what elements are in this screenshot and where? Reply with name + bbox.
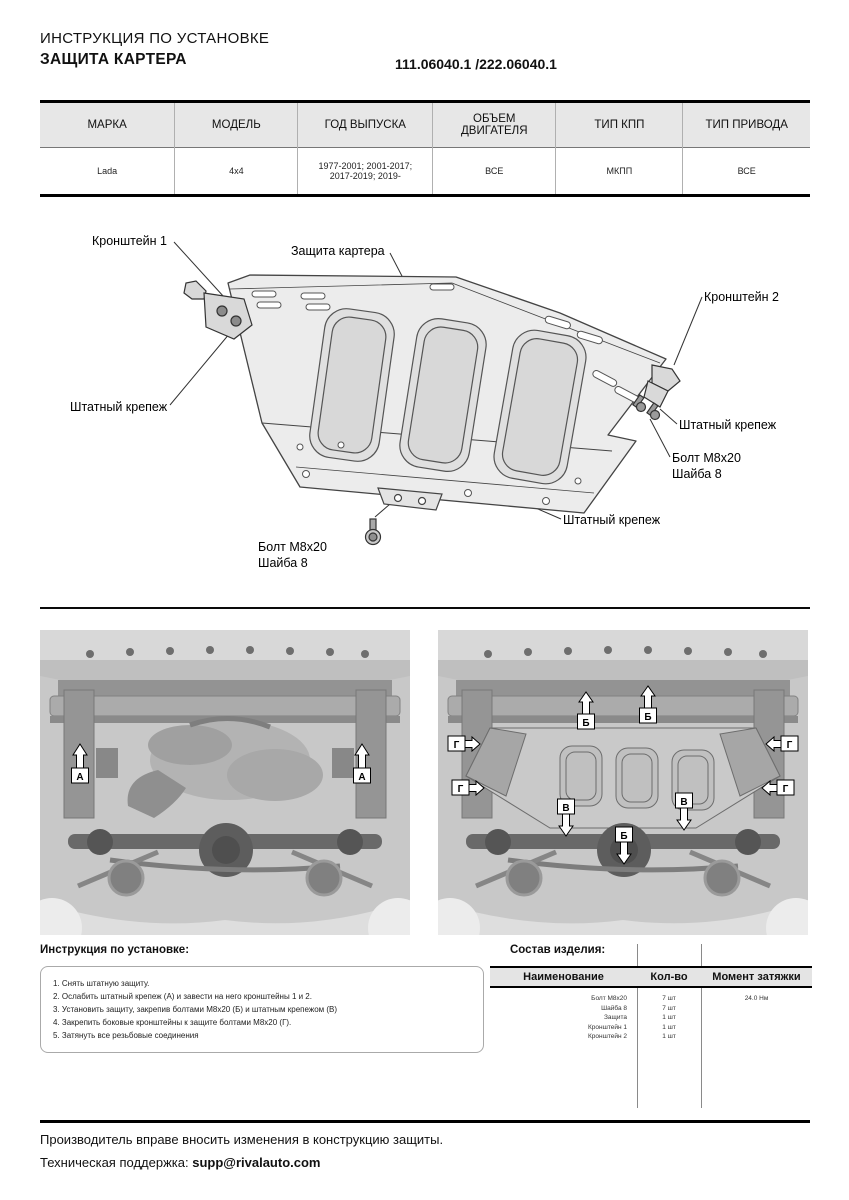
marker-letter-b: Б [620, 831, 628, 842]
parts-header-qty: Кол-во [650, 971, 688, 983]
document-title-line2: ЗАЩИТА КАРТЕРА [40, 51, 187, 68]
marker-letter-b: Б [582, 718, 590, 729]
install-step-1: 1. Снять штатную защиту. [53, 979, 150, 988]
marker-letter-v: В [680, 797, 688, 808]
marker-letter-g: Г [457, 784, 464, 795]
label-washer: Шайба 8 [672, 467, 722, 481]
spec-header-brand: МАРКА [40, 102, 175, 148]
marker-letter-b: Б [644, 712, 652, 723]
crossmember [448, 696, 798, 716]
part-qty: 7 шт [662, 995, 676, 1003]
parts-row [490, 1032, 812, 1042]
spec-header-engine: ОБЪЕМ ДВИГАТЕЛЯ [433, 102, 556, 148]
part-name: Кронштейн 1 [588, 1023, 627, 1031]
exploded-diagram [0, 195, 849, 615]
marker-letter-a: А [76, 772, 84, 783]
label-stock-fastener-right: Штатный крепеж [679, 418, 777, 432]
crossmember [50, 696, 400, 716]
part-qty: 7 шт [662, 1004, 676, 1012]
label-stock-fastener-bottom: Штатный крепеж [563, 513, 661, 527]
document-title-line1: ИНСТРУКЦИЯ ПО УСТАНОВКЕ [40, 30, 270, 47]
install-steps-box [40, 966, 484, 1053]
spec-value-gearbox: МКПП [556, 148, 683, 196]
parts-row [490, 994, 812, 1004]
parts-header-name: Наименование [523, 971, 604, 983]
spec-header-drive: ТИП ПРИВОДА [683, 102, 810, 148]
part-name: Шайба 8 [601, 1004, 627, 1012]
part-name: Защита [603, 1014, 627, 1022]
spec-header-year: ГОД ВЫПУСКА [298, 102, 433, 148]
parts-row [490, 1004, 812, 1014]
part-numbers: 111.06040.1 /222.06040.1 [395, 56, 557, 72]
parts-row [490, 1023, 812, 1033]
footer-support-label: Техническая поддержка: [40, 1155, 189, 1170]
parts-row [490, 1013, 812, 1023]
label-bolt: Болт М8х20 [258, 540, 327, 554]
plate-ribs [307, 306, 590, 487]
label-plate: Защита картера [291, 244, 385, 258]
parts-list [490, 944, 812, 1112]
label-bolt: Болт М8х20 [672, 451, 741, 465]
spec-value-brand: Lada [97, 166, 118, 176]
install-step-2: 2. Ослабить штатный крепеж (А) и завести на него кронштейны 1 и 2. [53, 992, 312, 1001]
marker-letter-v: В [562, 803, 570, 814]
install-step-3: 3. Установить защиту, закрепив болтами М8х20 (Б) и штатным крепежом (В) [53, 1005, 338, 1014]
install-step-4: 4. Закрепить боковые кронштейны к защите болтами М8х20 (Г). [53, 1018, 292, 1027]
label-bracket2: Кронштейн 2 [704, 290, 779, 304]
install-step-5: 5. Затянуть все резьбовые соединения [53, 1031, 199, 1040]
part-name: Кронштейн 2 [588, 1033, 627, 1041]
photo-before-install [40, 630, 410, 935]
parts-table-rows [490, 994, 812, 1042]
spec-value-engine: ВСЕ [433, 148, 556, 196]
part-qty: 1 шт [662, 1033, 676, 1041]
label-bolt-washer-right [672, 450, 741, 482]
label-bracket1: Кронштейн 1 [92, 234, 167, 248]
part-name: Болт М8х20 [591, 995, 627, 1003]
photo-before-svg [40, 630, 410, 935]
spec-value-year: 1977-2001; 2001-2017; 2017-2019; 2019- [298, 148, 433, 196]
part-qty: 1 шт [662, 1014, 676, 1022]
photo-after-install [438, 630, 808, 935]
marker-letter-g: Г [453, 740, 460, 751]
label-bolt-washer-bottom [258, 539, 327, 571]
footer-support-email: supp@rivalauto.com [192, 1155, 321, 1170]
bolt-icon [366, 519, 381, 545]
spec-value-row [40, 148, 810, 196]
spec-header-row [40, 102, 810, 148]
marker-letter-a: А [358, 772, 366, 783]
footer-disclaimer: Производитель вправе вносить изменения в конструкцию защиты. [40, 1132, 444, 1147]
install-instructions-title: Инструкция по установке: [40, 944, 190, 956]
spec-header-model: МОДЕЛЬ [175, 102, 298, 148]
part-qty: 1 шт [662, 1023, 676, 1031]
spec-value-model: 4x4 [175, 148, 298, 196]
footer-divider [40, 1120, 810, 1123]
part-torque: 24.0 Нм [744, 995, 769, 1003]
footer-support [40, 1155, 320, 1170]
marker-letter-g: Г [786, 740, 793, 751]
label-washer: Шайба 8 [258, 556, 308, 570]
vehicle-spec-table [40, 100, 810, 197]
parts-table-header [490, 966, 812, 988]
spec-value-drive: ВСЕ [683, 148, 810, 196]
parts-list-title: Состав изделия: [510, 944, 606, 956]
document-header [40, 30, 269, 69]
spec-header-gearbox: ТИП КПП [556, 102, 683, 148]
section-divider [40, 607, 810, 609]
label-stock-fastener-left: Штатный крепеж [70, 400, 168, 414]
marker-letter-g: Г [782, 784, 789, 795]
parts-header-torque: Момент затяжки [712, 971, 801, 983]
photo-after-svg [438, 630, 808, 935]
